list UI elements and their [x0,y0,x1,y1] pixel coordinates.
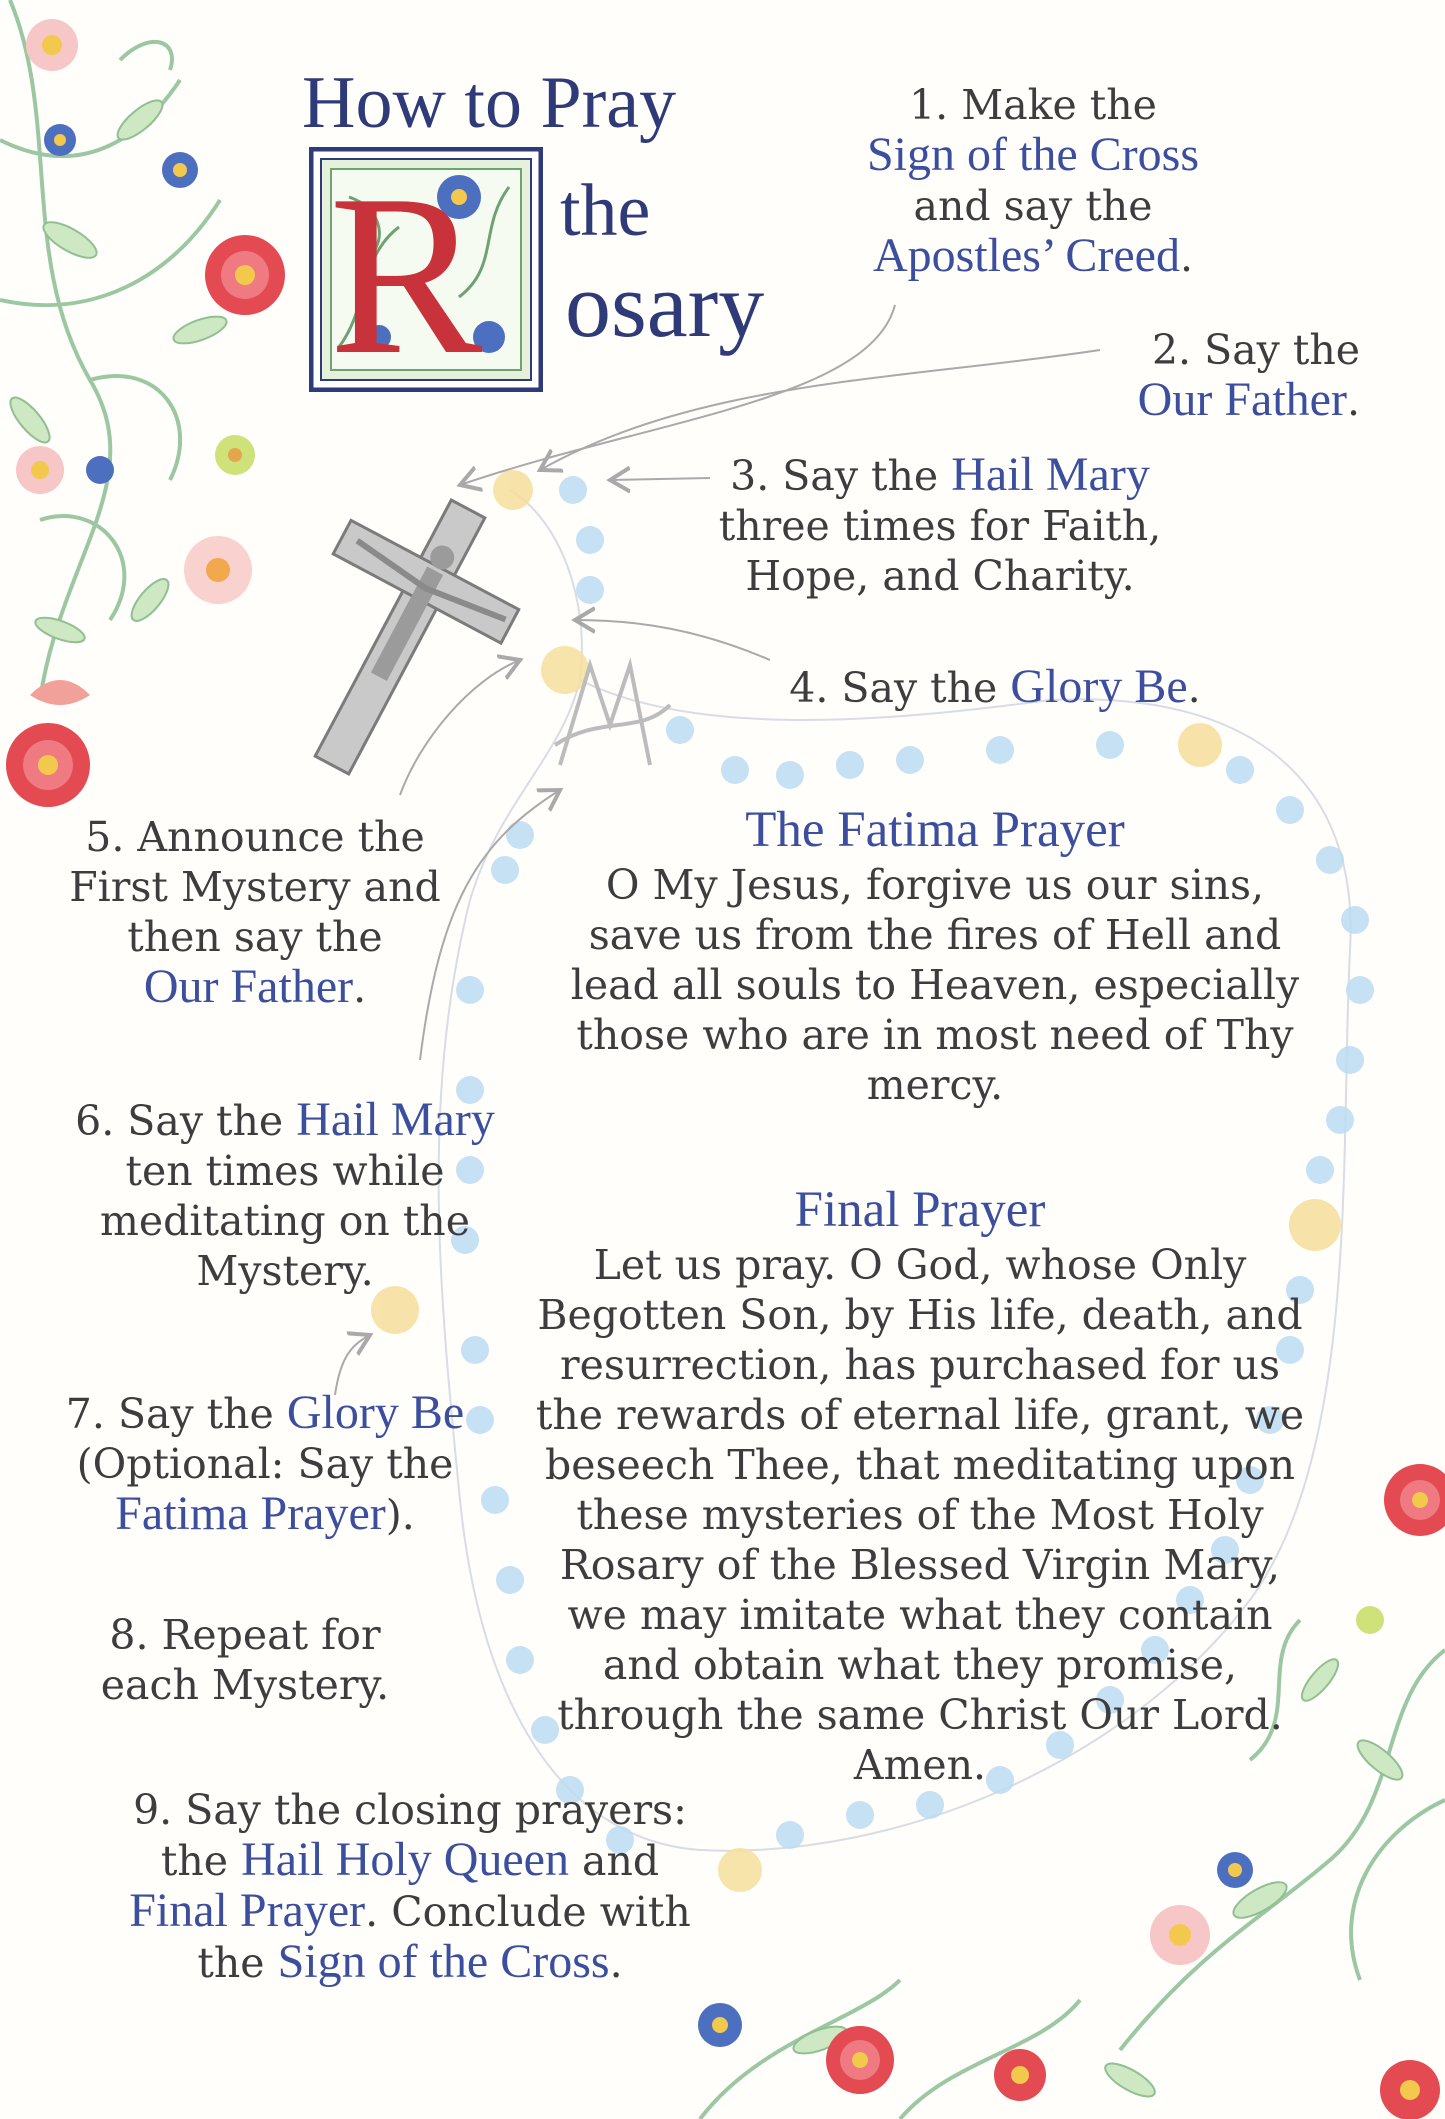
step-8-line-2: each Mystery. [100,1661,390,1709]
link-our-father: Our Father [1137,373,1347,426]
link-apostles-creed: Apostles’ Creed [872,229,1180,282]
link-glory-be: Glory Be [1010,660,1188,713]
illuminated-initial-r [309,147,543,392]
fatima-line-1: O My Jesus, forgive us our sins, [605,861,1265,909]
final-line-9: and obtain what they promise, [602,1641,1238,1689]
left-flowers [6,19,285,807]
link-glory-be-2: Glory Be [286,1386,465,1439]
step-1: 1. Make the Sign of the Cross and say the Apostles’ Creed. [818,80,1248,282]
step-3-pre: 3. Say the [730,452,939,500]
step-6-line-2: ten times while [125,1147,445,1195]
initial-letter: R [329,147,483,392]
final-line-3: resurrection, has purchased for us [560,1341,1280,1389]
link-hail-mary-2: Hail Mary [296,1093,495,1146]
fatima-prayer-section [545,800,1325,1110]
step-5-line-2: First Mystery and [69,863,441,911]
step-7-line-2: (Optional: Say the [76,1440,454,1488]
final-line-5: beseech Thee, that meditating upon [544,1441,1296,1489]
link-hail-holy-queen: Hail Holy Queen [241,1833,569,1886]
final-prayer-section [530,1180,1310,1790]
step-8 [80,1610,410,1710]
left-floral-vine [0,0,220,700]
step-2-line-1: 2. Say the [1151,326,1360,374]
step-6-pre: 6. Say the [75,1097,284,1145]
final-line-4: the rewards of eternal life, grant, we [535,1391,1305,1439]
final-prayer-heading: Final Prayer [794,1182,1046,1238]
step-7: 7. Say the Glory Be (Optional: Say the Fatima Prayer). [55,1388,475,1540]
title-line-3: osary [565,254,765,356]
step-6 [50,1095,520,1296]
step-3-line-2: three times for Faith, [718,502,1162,550]
title-line-2: the [560,170,651,252]
link-fatima-prayer: Fatima Prayer [115,1487,386,1540]
fatima-line-5: mercy. [866,1061,1004,1109]
step-9-line-1: 9. Say the closing prayers: [133,1786,687,1834]
final-line-11: Amen. [853,1741,987,1789]
final-line-7: Rosary of the Blessed Virgin Mary, [559,1541,1281,1589]
step-6-line-3: meditating on the [100,1197,470,1245]
step-5-line-1: 5. Announce the [85,813,425,861]
link-sign-of-the-cross-2: Sign of the Cross [277,1935,610,1988]
fatima-line-2: save us from the fires of Hell and [588,911,1282,959]
link-sign-of-the-cross: Sign of the Cross [866,128,1199,181]
step-1-line-3: and say the [913,182,1153,230]
step-4: 4. Say the Glory Be. [789,660,1201,713]
link-our-father-2: Our Father [143,960,354,1013]
step-4-pre: 4. Say the [789,664,998,712]
step-5-line-3: then say the [127,913,383,961]
final-line-2: Begotten Son, by His life, death, and [537,1291,1303,1339]
final-line-1: Let us pray. O God, whose Only [593,1241,1247,1289]
step-3-line-3: Hope, and Charity. [745,552,1135,600]
title-line-1: How to Pray [302,62,677,144]
fatima-prayer-heading: The Fatima Prayer [745,802,1125,858]
crucifix-image [245,463,549,808]
step-5: 5. Announce the First Mystery and then say the Our Father. [60,812,450,1013]
link-final-prayer: Final Prayer [129,1884,366,1937]
step-1-line-1: 1. Make the [909,81,1157,129]
step-8-line-1: 8. Repeat for [109,1611,381,1659]
step-6-line-4: Mystery. [196,1247,374,1295]
step-7-pre: 7. Say the [65,1390,274,1438]
final-line-10: through the same Christ Our Lord. [557,1691,1283,1739]
link-hail-mary: Hail Mary [951,448,1150,501]
final-line-8: we may imitate what they contain [567,1591,1273,1639]
step-2: 2. Say the Our Father. [1080,325,1360,426]
step-9: 9. Say the closing prayers: the Hail Holy Queen and Final Prayer. Conclude with the Sign of the Cross. [100,1785,720,1988]
final-line-6: these mysteries of the Most Holy [576,1491,1264,1539]
fatima-line-3: lead all souls to Heaven, especially [570,961,1300,1009]
fatima-line-4: those who are in most need of Thy [576,1011,1294,1059]
step-3 [700,450,1180,601]
